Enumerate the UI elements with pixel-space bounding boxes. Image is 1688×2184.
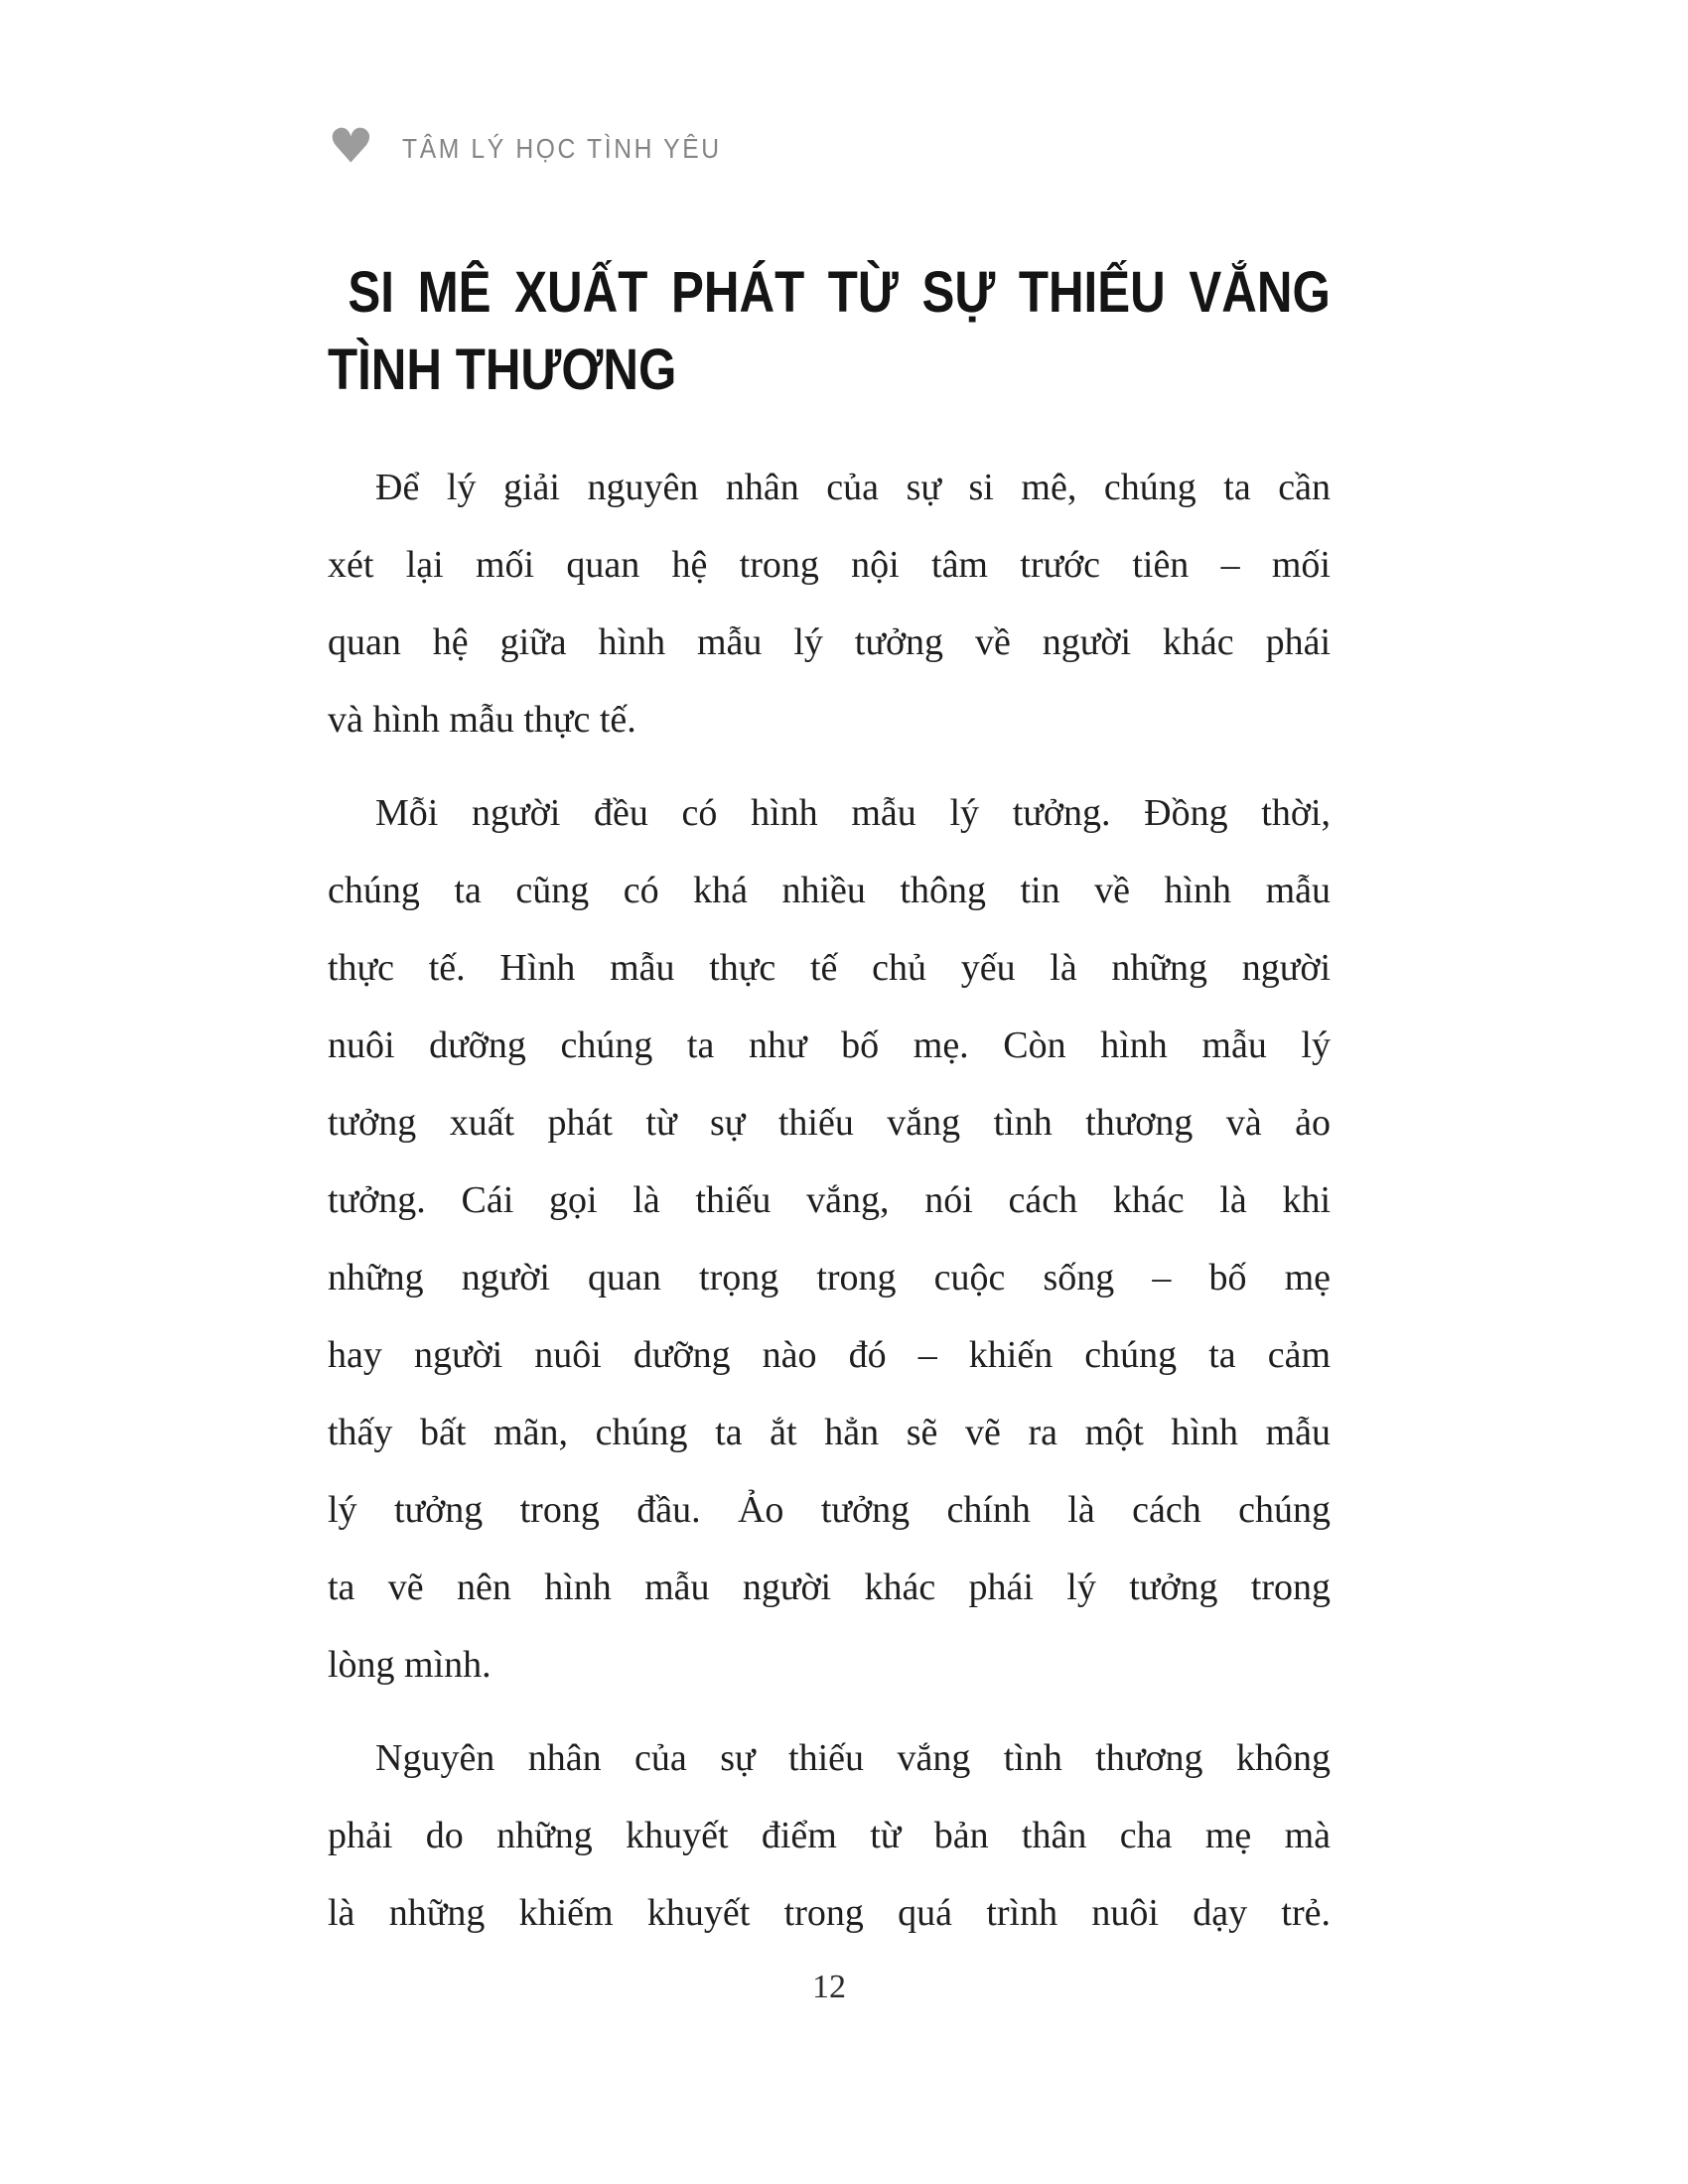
text-line: xét lại mối quan hệ trong nội tâm trước tiên – mối	[328, 544, 1331, 586]
chapter-heading	[328, 254, 1331, 409]
text-line: hay người nuôi dưỡng nào đó – khiến chúng ta cảm	[328, 1334, 1331, 1376]
text-line: phải do những khuyết điểm từ bản thân cha mẹ mà	[328, 1815, 1331, 1856]
text-line: quan hệ giữa hình mẫu lý tưởng về người khác phái	[328, 621, 1331, 663]
text-line: ta vẽ nên hình mẫu người khác phái lý tưởng trong	[328, 1567, 1331, 1608]
paragraph	[328, 774, 1331, 1704]
text-line: lòng mình.	[328, 1644, 492, 1686]
text-line: là những khiếm khuyết trong quá trình nuôi dạy trẻ.	[328, 1892, 1331, 1934]
text-line: chúng ta cũng có khá nhiều thông tin về hình mẫu	[328, 870, 1331, 911]
text-line: và hình mẫu thực tế.	[328, 699, 636, 741]
chapter-heading-line-2: TÌNH THƯƠNG	[328, 338, 677, 402]
running-header-title: TÂM LÝ HỌC TÌNH YÊU	[401, 133, 722, 164]
running-header	[328, 121, 1331, 173]
text-line: Để lý giải nguyên nhân của sự si mê, chúng ta cần	[375, 467, 1331, 508]
text-line: thấy bất mãn, chúng ta ắt hẳn sẽ vẽ ra một hình mẫu	[328, 1412, 1331, 1453]
text-line: lý tưởng trong đầu. Ảo tưởng chính là cách chúng	[328, 1489, 1331, 1531]
page-number: 12	[812, 1969, 846, 2005]
paragraph	[328, 1719, 1331, 1952]
text-line: Mỗi người đều có hình mẫu lý tưởng. Đồng thời,	[375, 792, 1331, 834]
text-line: nuôi dưỡng chúng ta như bố mẹ. Còn hình mẫu lý	[328, 1024, 1331, 1066]
text-line: tưởng. Cái gọi là thiếu vắng, nói cách khác là khi	[328, 1179, 1331, 1221]
text-line: thực tế. Hình mẫu thực tế chủ yếu là những người	[328, 947, 1331, 989]
text-line: những người quan trọng trong cuộc sống – bố mẹ	[328, 1257, 1331, 1298]
text-line: Nguyên nhân của sự thiếu vắng tình thương không	[375, 1737, 1331, 1779]
heart-icon: ♥	[328, 119, 374, 175]
paragraph	[328, 449, 1331, 758]
text-column	[328, 0, 1331, 2007]
text-line: tưởng xuất phát từ sự thiếu vắng tình thương và ảo	[328, 1102, 1331, 1144]
chapter-heading-line-1: SI MÊ XUẤT PHÁT TỪ SỰ THIẾU VẮNG	[348, 260, 1331, 325]
body-paragraphs	[328, 449, 1331, 1952]
